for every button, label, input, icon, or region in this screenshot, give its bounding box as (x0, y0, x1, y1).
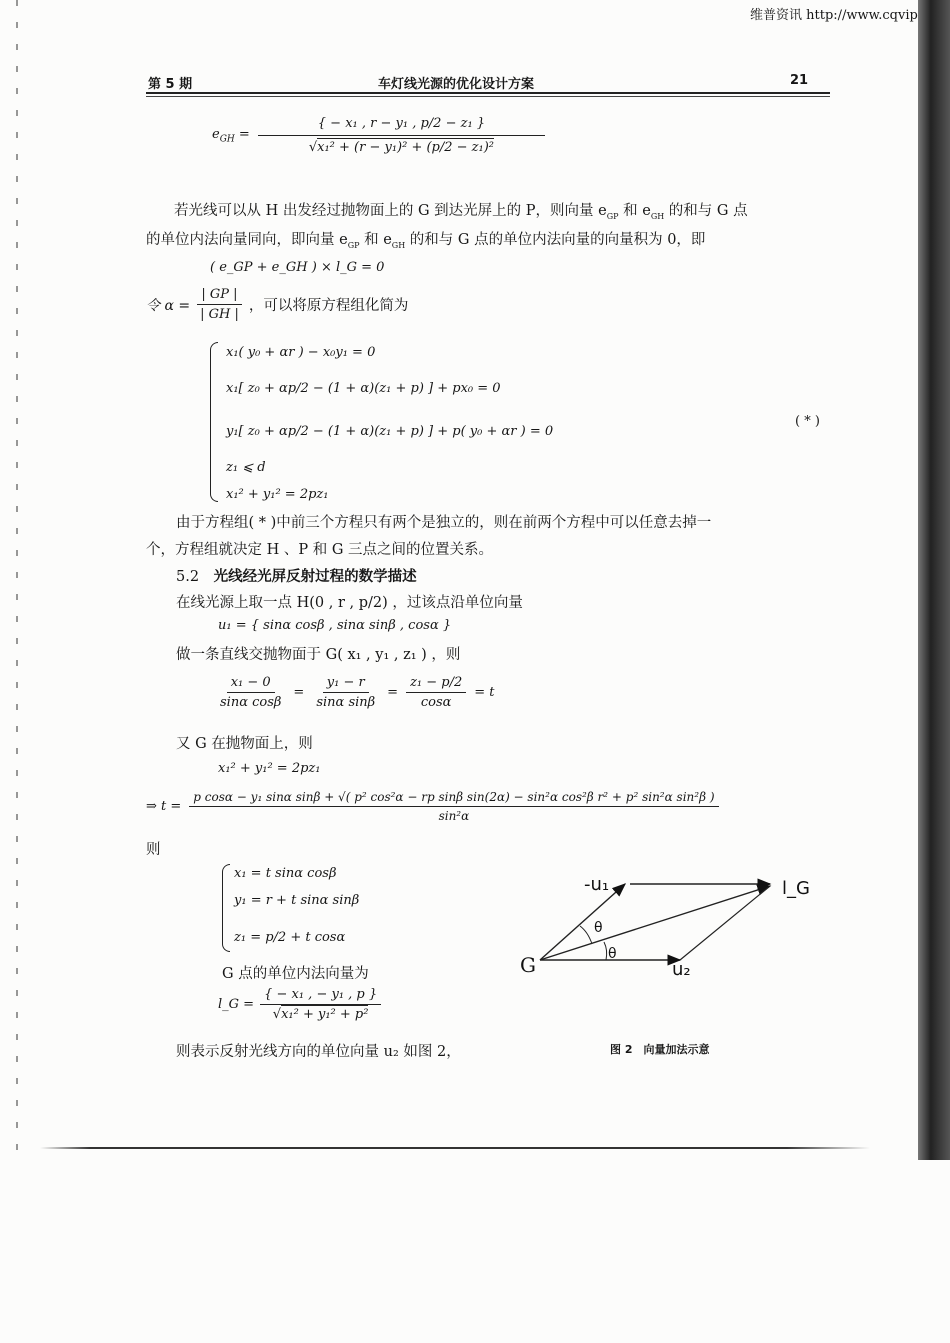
eq-t-numerator: p cosα − y₁ sinα sinβ + √( p² cos²α − rp sinβ sin(2α) − sin²α cos²β r² + p² sin²α sin²β ) (189, 790, 718, 807)
system-label: ( * ) (795, 414, 820, 429)
eq-lg-numerator: { − x₁ , − y₁ , p } (260, 987, 381, 1005)
label-g: G (520, 953, 536, 977)
eq-line-rhs: = t (474, 685, 495, 700)
label-u2: u₂ (672, 959, 691, 980)
para1-line1: 若光线可以从 H 出发经过抛物面上的 G 到达光屏上的 P，则向量 $e_{GP}$ 和 $e_{GH}$ 的和与 G 点 (174, 203, 748, 221)
bottom-rule (40, 1147, 870, 1149)
eq-parabola: x₁² + y₁² = 2pz₁ (218, 761, 321, 776)
label-lg: l_G (782, 878, 810, 899)
label-theta-upper: θ (594, 920, 603, 936)
header-rule-thin (146, 96, 830, 97)
para5: 又 G 在抛物面上，则 (176, 736, 313, 752)
section-title: 光线经光屏反射过程的数学描述 (213, 569, 417, 585)
label-neg-u1: -u₁ (584, 874, 610, 895)
eq-lg: l_G = $\frac{\text{\{ − x₁ , − y₁ , p \}}}{\text{√x₁² + y₁² + p²}}$ (218, 987, 381, 1022)
para2-line1: 由于方程组( * )中前三个方程只有两个是独立的，则在前两个方程中可以任意去掉一 (176, 515, 712, 531)
eq-line-f3-num: z₁ − p/2 (406, 675, 466, 693)
eq-t (146, 790, 719, 823)
figure-caption: 图 2 向量加法示意 (610, 1043, 710, 1056)
para2-line2: 个，方程组就决定 H 、P 和 G 三点之间的位置关系。 (146, 542, 494, 558)
alpha-numerator: | GP | (197, 287, 241, 305)
system-line-1: x₁( y₀ + αr ) − x₀y₁ = 0 (226, 345, 376, 360)
system2-brace (222, 864, 230, 952)
para1-line2: 的单位内法向量同向，即向量 $e_{GP}$ 和 $e_{GH}$ 的和与 G 点的单位内法向量的向量积为 0，即 (146, 232, 706, 250)
theta-arc-lower (604, 942, 607, 960)
eq-u1: u₁ = { sinα cosβ , sinα sinβ , cosα } (218, 618, 452, 633)
eq-line: $\frac{\text{x₁ − 0}}{\text{sinα cosβ}}$ = $\frac{\text{y₁ − r}}{\text{sinα sinβ}}$ = $\frac{\text{z₁ − p/2}}{\cos\alpha}$ = t (216, 675, 495, 710)
running-title: 车灯线光源的优化设计方案 (378, 77, 535, 92)
eq-line-f3-den: cosα (420, 695, 452, 710)
theta-arc-upper (580, 926, 592, 944)
header-rule (146, 92, 830, 94)
eq-line-f2-num: y₁ − r (323, 675, 369, 693)
system2-line-3: z₁ = p/2 + t cosα (234, 930, 346, 945)
page-number: 21 (790, 73, 809, 88)
watermark: 维普资讯 http://www.cqvip (750, 8, 918, 23)
eq-t-lhs: ⇒ t = (146, 799, 182, 814)
left-margin-artifact (16, 0, 18, 1160)
eq-e-gh-lhs: $e_{GH}$ = (212, 126, 250, 145)
system2-line-1: x₁ = t sinα cosβ (234, 866, 337, 881)
right-edge-shadow (918, 0, 950, 1160)
para3: 在线光源上取一点 H(0 , r , p/2) ，过该点沿单位向量 (176, 595, 523, 611)
system-line-5: x₁² + y₁² = 2pz₁ (226, 487, 329, 502)
system-brace (210, 342, 218, 502)
eq-lg-lhs: l_G = (218, 997, 255, 1012)
system-line-3: y₁[ z₀ + αp/2 − (1 + α)(z₁ + p) ] + p( y₀ + αr ) = 0 (226, 424, 554, 439)
section-heading (176, 565, 417, 586)
alpha-denominator: | GH | (200, 307, 239, 322)
label-theta-lower: θ (608, 946, 617, 962)
section-number: 5.2 (176, 569, 200, 585)
para4: 做一条直线交抛物面于 G( x₁ , y₁ , z₁ ) ，则 (176, 647, 461, 663)
vector-u2-to-lg (680, 886, 770, 960)
vector-addition-figure (520, 860, 820, 990)
eq-lg-denominator: x₁² + y₁² + p² (281, 1007, 369, 1022)
eq-e-gh-numerator: { − x₁ , r − y₁ , p/2 − z₁ } (258, 116, 545, 136)
para6: G 点的单位内法向量为 (222, 966, 369, 982)
vector-g-to-lg (540, 886, 770, 960)
eq-cross-product: ( e_GP + e_GH ) × l_G = 0 (210, 260, 385, 275)
alpha-definition: 令 α = $\frac{| GP |}{| GH |}$ ，可以将原方程组化简为 (146, 287, 409, 322)
then-label: 则 (146, 842, 161, 858)
eq-e-gh-denominator: x₁² + (r − y₁)² + (p/2 − z₁)² (317, 140, 495, 155)
eq-line-f1-num: x₁ − 0 (227, 675, 275, 693)
system-line-4: z₁ ⩽ d (226, 460, 266, 475)
issue-label: 第 5 期 (148, 77, 193, 92)
system2-line-2: y₁ = r + t sinα sinβ (234, 893, 360, 908)
para7: 则表示反射光线方向的单位向量 u₂ 如图 2， (176, 1044, 461, 1060)
eq-line-f2-den: sinα sinβ (316, 695, 376, 710)
eq-t-denominator: sin²α (438, 809, 470, 823)
eq-line-f1-den: sinα cosβ (220, 695, 282, 710)
eq-e-gh: $e_{GH}$ = $\frac{\text{\{ − x₁ , r − y₁ , p/2 − z₁ \}}}{\text{√x₁² + (r − y₁)² + (p/2 − z₁)²}}$ (212, 116, 545, 155)
system-line-2: x₁[ z₀ + αp/2 − (1 + α)(z₁ + p) ] + px₀ = 0 (226, 381, 501, 396)
